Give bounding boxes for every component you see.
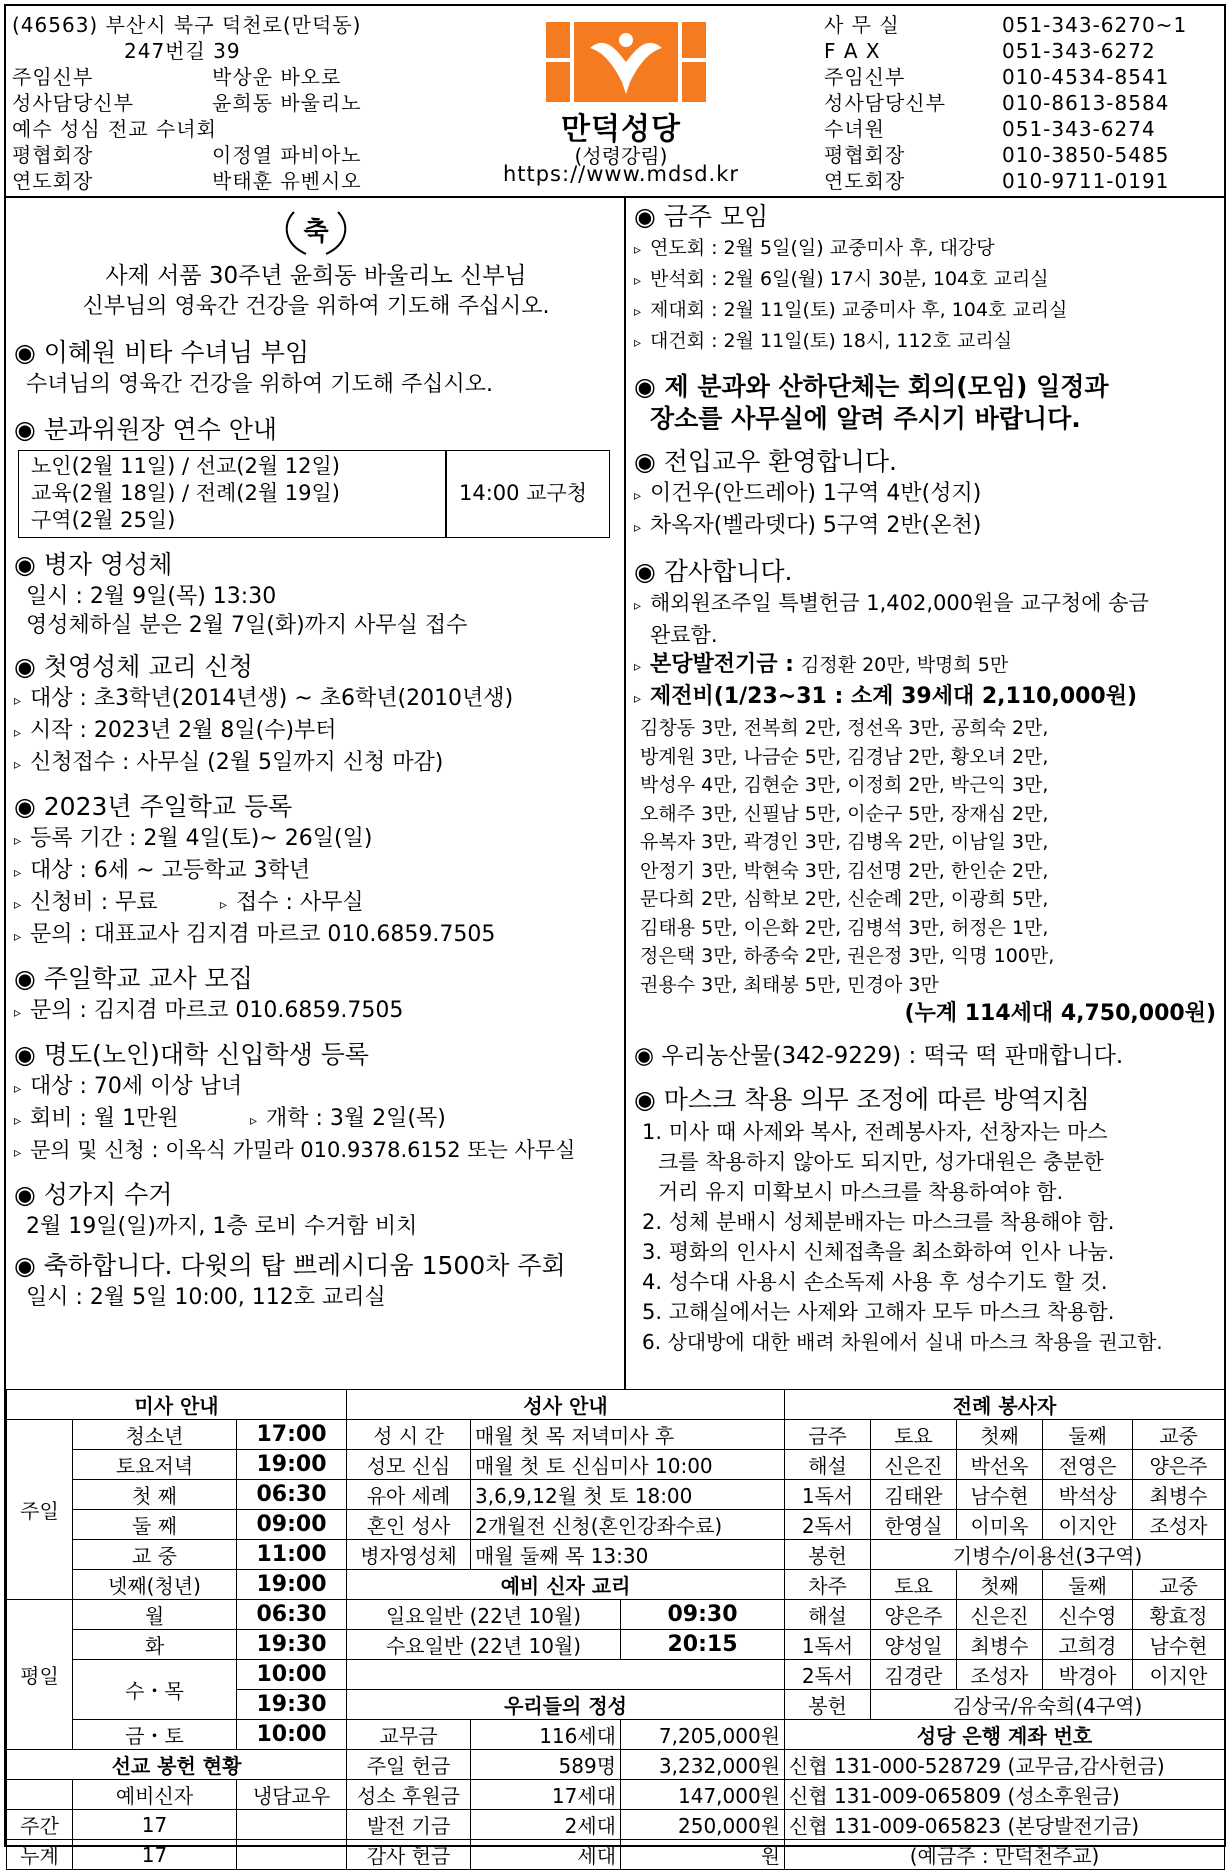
thanks-line: 완료함. (650, 623, 718, 647)
donor-line: 문다희 2만, 심학보 2만, 신순례 2만, 이광희 5만, (640, 888, 1049, 910)
catechism-time: 20:15 (621, 1630, 785, 1660)
guideline-line: 1. 미사 때 사제와 복사, 전례봉사자, 선창자는 마스 (642, 1120, 1108, 1144)
liturgy-cell: 1독서 (785, 1630, 871, 1660)
bullet-icon: ▹ (634, 273, 642, 289)
mass-time: 19:00 (237, 1450, 347, 1480)
donor-line: 정은택 3만, 하종숙 2만, 권은정 3만, 익명 100만, (640, 945, 1055, 967)
mass-name: 넷째(청년) (73, 1570, 237, 1600)
section-line: 등록 기간 : 2월 4일(토)~ 26일(일) (30, 826, 373, 851)
mass-name: 둘 째 (73, 1510, 237, 1540)
bullet-icon: ▹ (14, 1145, 22, 1161)
bottom-tables (6, 1389, 1224, 1870)
liturgy-offer-label: 봉헌 (785, 1690, 871, 1720)
bullet-icon: ▹ (14, 865, 22, 881)
mass-name: 토요저녁 (73, 1450, 237, 1480)
bank-holder: (예금주 : 만덕천주교) (785, 1840, 1225, 1870)
donor-list (634, 714, 1224, 999)
contact-value: 051-343-6270~1 (1002, 13, 1188, 37)
offering-amount: 7,205,000원 (621, 1720, 785, 1750)
liturgy-head: 차주 (785, 1570, 871, 1600)
schedule-line: 노인(2월 11일) / 선교(2월 12일) (31, 454, 341, 478)
farm-notice: ◉ 우리농산물(342-9229) : 떡국 떡 판매합니다. (634, 1043, 1124, 1069)
liturgy-cell: 이미옥 (957, 1510, 1043, 1540)
thanks-line: 해외원조주일 특별헌금 1,402,000원을 교구청에 송금 (650, 591, 1149, 615)
liturgy-cell: 해설 (785, 1450, 871, 1480)
liturgy-cell: 해설 (785, 1600, 871, 1630)
guideline-line: 크를 착용하지 않아도 되지만, 성가대원은 충분한 (658, 1150, 1104, 1174)
where-text: 접수 : 사무실 (236, 890, 364, 915)
parish-url[interactable]: https://www.mdsd.kr (502, 162, 740, 186)
offering-count: 589명 (471, 1750, 621, 1780)
bullet-icon: ▹ (14, 1081, 22, 1097)
empty-cell (7, 1780, 73, 1810)
contact-label: 사 무 실 (824, 13, 900, 37)
section-line: 일시 : 2월 9일(목) 13:30 (26, 584, 277, 609)
sacrament-value: 매월 둘째 목 13:30 (471, 1540, 785, 1570)
offering-amount: 250,000원 (621, 1810, 785, 1840)
section-line: 영성체하실 분은 2월 7일(화)까지 사무실 접수 (26, 613, 468, 638)
liturgy-cell: 2독서 (785, 1660, 871, 1690)
liturgy-cell: 박석상 (1043, 1480, 1133, 1510)
mass-time: 06:30 (237, 1600, 347, 1630)
section-line: 시작 : 2023년 2월 8일(수)부터 (30, 718, 337, 743)
guideline-line: 5. 고해실에서는 사제와 고해자 모두 마스크 착용함. (642, 1300, 1115, 1324)
bullet-icon: ▹ (220, 897, 228, 913)
liturgy-title: 전례 봉사자 (785, 1390, 1225, 1420)
mass-time: 19:00 (237, 1570, 347, 1600)
mass-name: 월 (73, 1600, 237, 1630)
sacrament-title: 성사 안내 (347, 1390, 785, 1420)
pastor-name: 박상운 바오로 (212, 65, 342, 89)
meeting-line: 연도회 : 2월 5일(일) 교중미사 후, 대강당 (650, 237, 995, 259)
notice-line-2: 장소를 사무실에 알려 주시기 바랍니다. (650, 404, 1081, 433)
council-name: 이정열 파비아노 (212, 143, 362, 167)
emblem-text: 축 (303, 217, 329, 247)
liturgy-offer-value: 김상국/유숙희(4구역) (871, 1690, 1225, 1720)
liturgy-cell: 양은주 (871, 1600, 957, 1630)
sacrament-value: 2개월전 신청(혼인강좌수료) (471, 1510, 785, 1540)
liturgy-head: 첫째 (957, 1570, 1043, 1600)
donor-line: 방계원 3만, 나금순 5만, 김경남 2만, 황오녀 2만, (640, 745, 1049, 768)
liturgy-cell: 박경아 (1043, 1660, 1133, 1690)
sacrament-name: 성 시 간 (347, 1420, 471, 1450)
start-text: 개학 : 3월 2일(목) (266, 1106, 446, 1131)
schedule-line: 교육(2월 18일) / 전례(2월 19일) (31, 481, 341, 505)
sacrament-value: 3,6,9,12월 첫 토 18:00 (471, 1480, 785, 1510)
sacrament-value: 매월 첫 목 저녁미사 후 (471, 1420, 785, 1450)
section-title: ◉ 마스크 착용 의무 조정에 따른 방역지침 (634, 1085, 1090, 1114)
section-title: ◉ 금주 모임 (634, 202, 769, 231)
offering-count: 세대 (471, 1840, 621, 1870)
sunday-label: 주일 (7, 1420, 73, 1600)
bullet-icon: ▹ (634, 488, 642, 504)
contact-label: 연도회장 (824, 169, 906, 193)
bullet-icon: ▹ (250, 1113, 258, 1129)
offering-total: (누계 114세대 4,750,000원) (904, 1001, 1216, 1026)
bullet-icon: ▹ (14, 897, 22, 913)
mask-guideline-list (634, 1117, 1224, 1357)
mass-name: 첫 째 (73, 1480, 237, 1510)
guideline-line: 3. 평화의 인사시 신체접촉을 최소화하여 인사 나눔. (642, 1240, 1115, 1264)
section-title: ◉ 명도(노인)대학 신입학생 등록 (14, 1040, 369, 1069)
mass-time: 17:00 (237, 1420, 347, 1450)
bullet-icon: ▹ (14, 757, 22, 773)
mission-head: 예비신자 (73, 1780, 237, 1810)
contact-value: 010-4534-8541 (1002, 65, 1170, 89)
mass-name: 수・목 (73, 1660, 237, 1720)
bullet-icon: ▹ (634, 691, 642, 707)
mission-row-label: 주간 (7, 1810, 73, 1840)
address-line-2: 247번길 39 (124, 39, 241, 63)
assistant-role: 성사담당신부 (12, 91, 134, 115)
contact-value: 010-3850-5485 (1002, 143, 1170, 167)
section-line: 문의 : 김지겸 마르코 010.6859.7505 (30, 998, 404, 1023)
offering-name: 주일 헌금 (347, 1750, 471, 1780)
liturgy-cell: 고희경 (1043, 1630, 1133, 1660)
contact-label: F A X (824, 39, 881, 63)
sodality-role: 연도회장 (12, 169, 94, 193)
bulletin-page (4, 4, 1226, 1868)
liturgy-cell: 김경란 (871, 1660, 957, 1690)
liturgy-cell: 황효정 (1133, 1600, 1225, 1630)
contact-label: 수녀원 (824, 117, 885, 141)
liturgy-cell: 이지안 (1043, 1510, 1133, 1540)
info-table (6, 1389, 1225, 1870)
offering-table-title: 우리들의 정성 (347, 1690, 785, 1720)
liturgy-head: 금주 (785, 1420, 871, 1450)
donor-line: 김태용 5만, 이은화 2만, 김병석 3만, 허정은 1만, (640, 916, 1049, 939)
liturgy-cell: 신수영 (1043, 1600, 1133, 1630)
mission-row-label: 누계 (7, 1840, 73, 1870)
liturgy-cell: 조성자 (957, 1660, 1043, 1690)
liturgy-cell: 전영은 (1043, 1450, 1133, 1480)
liturgy-head: 둘째 (1043, 1420, 1133, 1450)
liturgy-cell: 신은진 (957, 1600, 1043, 1630)
section-title: ◉ 성가지 수거 (14, 1180, 173, 1209)
parish-subtitle: (성령강림) (574, 144, 668, 168)
section-title: ◉ 병자 영성체 (14, 550, 173, 579)
section-title: ◉ 축하합니다. 다윗의 탑 쁘레시디움 1500차 주회 (14, 1251, 566, 1280)
section-title: ◉ 이혜원 비타 수녀님 부임 (14, 338, 310, 367)
bullet-icon: ▹ (14, 833, 22, 849)
section-line: 신청접수 : 사무실 (2월 5일까지 신청 마감) (30, 750, 444, 775)
contact-label: 성사담당신부 (824, 91, 946, 115)
liturgy-cell: 양성일 (871, 1630, 957, 1660)
liturgy-cell: 최병수 (1133, 1480, 1225, 1510)
parish-name: 만덕성당 (561, 112, 681, 147)
welcome-line: 이건우(안드레아) 1구역 4반(성지) (650, 481, 982, 506)
liturgy-head: 토요 (871, 1420, 957, 1450)
liturgy-head: 토요 (871, 1570, 957, 1600)
section-line: 문의 및 신청 : 이옥식 가밀라 010.9378.6152 또는 사무실 (30, 1138, 576, 1162)
catechism-title: 예비 신자 교리 (347, 1570, 785, 1600)
offering-count: 17세대 (471, 1780, 621, 1810)
section-title: ◉ 2023년 주일학교 등록 (14, 792, 293, 821)
weekday-label: 평일 (7, 1600, 73, 1750)
donor-line: 오해주 3만, 신필남 5만, 이순구 5만, 장재심 2만, (640, 802, 1049, 825)
guideline-line: 2. 성체 분배시 성체분배자는 마스크를 착용해야 함. (642, 1210, 1115, 1234)
congrats-line-1: 사제 서품 30주년 윤희동 바울리노 신부님 (105, 263, 527, 289)
fee-text: 신청비 : 무료 (30, 890, 158, 915)
offering-count: 116세대 (471, 1720, 621, 1750)
liturgy-cell: 신은진 (871, 1450, 957, 1480)
mission-value (237, 1810, 347, 1840)
mass-time: 10:00 (237, 1720, 347, 1750)
offering-name: 감사 헌금 (347, 1840, 471, 1870)
bank-account: 신협 131-000-528729 (교무금,감사헌금) (785, 1750, 1225, 1780)
sacrament-name: 성모 신심 (347, 1450, 471, 1480)
left-column (14, 202, 618, 1312)
mission-title: 선교 봉헌 현황 (7, 1750, 347, 1780)
liturgy-head: 교중 (1133, 1420, 1225, 1450)
catechism-name: 수요일반 (22년 10월) (347, 1630, 621, 1660)
mass-name: 교 중 (73, 1540, 237, 1570)
sacrament-name: 병자영성체 (347, 1540, 471, 1570)
liturgy-cell: 조성자 (1133, 1510, 1225, 1540)
address-line-1: (46563) 부산시 북구 덕천로(만덕동) (12, 13, 362, 37)
offering-name: 성소 후원금 (347, 1780, 471, 1810)
offering-amount: 147,000원 (621, 1780, 785, 1810)
sacrament-value: 매월 첫 토 신심미사 10:00 (471, 1450, 785, 1480)
mission-value: 17 (73, 1840, 237, 1870)
welcome-line: 차옥자(벨라뎃다) 5구역 2반(온천) (650, 513, 982, 538)
section-title: ◉ 전입교우 환영합니다. (634, 447, 898, 476)
offering-amount: 원 (621, 1840, 785, 1870)
liturgy-head: 첫째 (957, 1420, 1043, 1450)
mass-time: 11:00 (237, 1540, 347, 1570)
offering-name: 교무금 (347, 1720, 471, 1750)
bank-account: 신협 131-009-065823 (본당발전기금) (785, 1810, 1225, 1840)
training-schedule-box (18, 450, 610, 538)
section-title: ◉ 분과위원장 연수 안내 (14, 415, 278, 444)
liturgy-head: 둘째 (1043, 1570, 1133, 1600)
section-title: ◉ 감사합니다. (634, 557, 793, 586)
mission-value: 17 (73, 1810, 237, 1840)
bullet-icon: ▹ (14, 725, 22, 741)
offering-count: 2세대 (471, 1810, 621, 1840)
box-divider (445, 451, 447, 537)
liturgy-offer-value: 기병수/이용선(3구역) (871, 1540, 1225, 1570)
column-divider (624, 198, 626, 1389)
liturgy-cell: 최병수 (957, 1630, 1043, 1660)
right-column (634, 202, 1224, 1357)
parish-logo-icon (546, 22, 706, 102)
liturgy-head: 교중 (1133, 1570, 1225, 1600)
congrats-emblem (14, 204, 618, 260)
bullet-icon: ▹ (634, 598, 642, 614)
liturgy-cell: 1독서 (785, 1480, 871, 1510)
liturgy-cell: 양은주 (1133, 1450, 1225, 1480)
liturgy-cell: 김태완 (871, 1480, 957, 1510)
contact-label: 주임신부 (824, 65, 906, 89)
donor-line: 안정기 3만, 박현숙 3만, 김선명 2만, 한인순 2만, (640, 859, 1049, 882)
laurel-icon (276, 204, 356, 260)
mass-time: 19:30 (237, 1690, 347, 1720)
contact-label: 평협회장 (824, 143, 906, 167)
mass-name: 금・토 (73, 1720, 237, 1750)
mass-time: 19:30 (237, 1630, 347, 1660)
meeting-line: 대건회 : 2월 11일(토) 18시, 112호 교리실 (650, 330, 1013, 352)
offering-amount: 3,232,000원 (621, 1750, 785, 1780)
congrats-line-2: 신부님의 영육간 건강을 위하여 기도해 주십시오. (82, 294, 550, 319)
liturgy-cell: 남수현 (957, 1480, 1043, 1510)
contact-value: 051-343-6274 (1002, 117, 1156, 141)
bullet-icon: ▹ (14, 1005, 22, 1021)
guideline-line: 6. 상대방에 대한 배려 차원에서 실내 마스크 착용을 권고함. (642, 1330, 1163, 1354)
section-line: 대상 : 초3학년(2014년생) ~ 초6학년(2010년생) (30, 686, 514, 711)
mass-time: 10:00 (237, 1660, 347, 1690)
liturgy-cell: 박선옥 (957, 1450, 1043, 1480)
bank-title: 성당 은행 계좌 번호 (785, 1720, 1225, 1750)
section-title: ◉ 첫영성체 교리 신청 (14, 652, 253, 681)
header-right (824, 12, 1187, 194)
sisters-name: 예수 성심 전교 수녀회 (12, 117, 217, 141)
mass-time: 06:30 (237, 1480, 347, 1510)
fee-text: 회비 : 월 1만원 (30, 1106, 179, 1131)
notice-line-1: ◉ 제 분과와 산하단체는 회의(모임) 일정과 (634, 372, 1109, 401)
assistant-name: 윤희동 바울리노 (212, 91, 362, 115)
section-line: 2월 19일(일)까지, 1층 로비 수거함 비치 (26, 1214, 418, 1239)
guideline-line: 거리 유지 미확보시 마스크를 착용하여야 함. (658, 1180, 1064, 1204)
bullet-icon: ▹ (14, 929, 22, 945)
liturgy-cell: 이지안 (1133, 1660, 1225, 1690)
catechism-name: 일요일반 (22년 10월) (347, 1600, 621, 1630)
liturgy-cell: 남수현 (1133, 1630, 1225, 1660)
bullet-icon: ▹ (634, 659, 642, 675)
meeting-line: 제대회 : 2월 11일(토) 교중미사 후, 104호 교리실 (650, 299, 1068, 321)
fund-value: 김정환 20만, 박명희 5만 (800, 654, 1009, 676)
section-line: 문의 : 대표교사 김지겸 마르코 010.6859.7505 (30, 922, 496, 947)
mass-name: 화 (73, 1630, 237, 1660)
sodality-name: 박태훈 유벤시오 (212, 169, 362, 193)
liturgy-offer-label: 봉헌 (785, 1540, 871, 1570)
empty-cell (347, 1660, 785, 1690)
donor-line: 박성우 4만, 김현순 3만, 이정희 2만, 박근익 3만, (640, 774, 1049, 796)
section-line: 대상 : 70세 이상 남녀 (30, 1074, 243, 1099)
mass-title: 미사 안내 (7, 1390, 347, 1420)
donor-line: 유복자 3만, 곽경인 3만, 김병옥 2만, 이남일 3만, (640, 831, 1049, 853)
catechism-time: 09:30 (621, 1600, 785, 1630)
meeting-line: 반석회 : 2월 6일(월) 17시 30분, 104호 교리실 (650, 268, 1049, 290)
section-line: 일시 : 2월 5일 10:00, 112호 교리실 (26, 1285, 386, 1310)
sacrament-name: 유아 세례 (347, 1480, 471, 1510)
fund-label: 본당발전기금 : (650, 652, 794, 677)
contact-value: 010-8613-8584 (1002, 91, 1170, 115)
council-role: 평협회장 (12, 143, 94, 167)
header-left (12, 12, 362, 194)
contact-value: 010-9711-0191 (1002, 169, 1170, 193)
bullet-icon: ▹ (634, 304, 642, 320)
donor-line: 김창동 3만, 전복희 2만, 정선옥 3만, 공희숙 2만, (640, 717, 1049, 739)
mass-name: 청소년 (73, 1420, 237, 1450)
header (6, 6, 1224, 198)
guideline-line: 4. 성수대 사용시 손소독제 사용 후 성수기도 할 것. (642, 1270, 1108, 1294)
bullet-icon: ▹ (14, 693, 22, 709)
bullet-icon: ▹ (634, 242, 642, 258)
mission-value (237, 1840, 347, 1870)
bullet-icon: ▹ (634, 335, 642, 351)
section-line: 수녀님의 영육간 건강을 위하여 기도해 주십시오. (26, 372, 494, 397)
liturgy-cell: 한영실 (871, 1510, 957, 1540)
liturgy-cell: 2독서 (785, 1510, 871, 1540)
mission-head: 냉담교우 (237, 1780, 347, 1810)
contact-value: 051-343-6272 (1002, 39, 1156, 63)
mass-time: 09:00 (237, 1510, 347, 1540)
donor-line: 권용수 3만, 최태봉 5만, 민경아 3만 (640, 973, 939, 996)
bank-account: 신협 131-009-065809 (성소후원금) (785, 1780, 1225, 1810)
sacrament-name: 혼인 성사 (347, 1510, 471, 1540)
offering-name: 발전 기금 (347, 1810, 471, 1840)
schedule-time: 14:00 교구청 (459, 481, 588, 505)
schedule-line: 구역(2월 25일) (31, 508, 176, 532)
section-title: ◉ 주일학교 교사 모집 (14, 964, 253, 993)
pastor-role: 주임신부 (12, 65, 94, 89)
bullet-icon: ▹ (14, 1113, 22, 1129)
bullet-icon: ▹ (634, 520, 642, 536)
section-line: 대상 : 6세 ~ 고등학교 3학년 (30, 858, 311, 883)
offering-title: 제전비(1/23~31 : 소계 39세대 2,110,000원) (650, 684, 1138, 709)
